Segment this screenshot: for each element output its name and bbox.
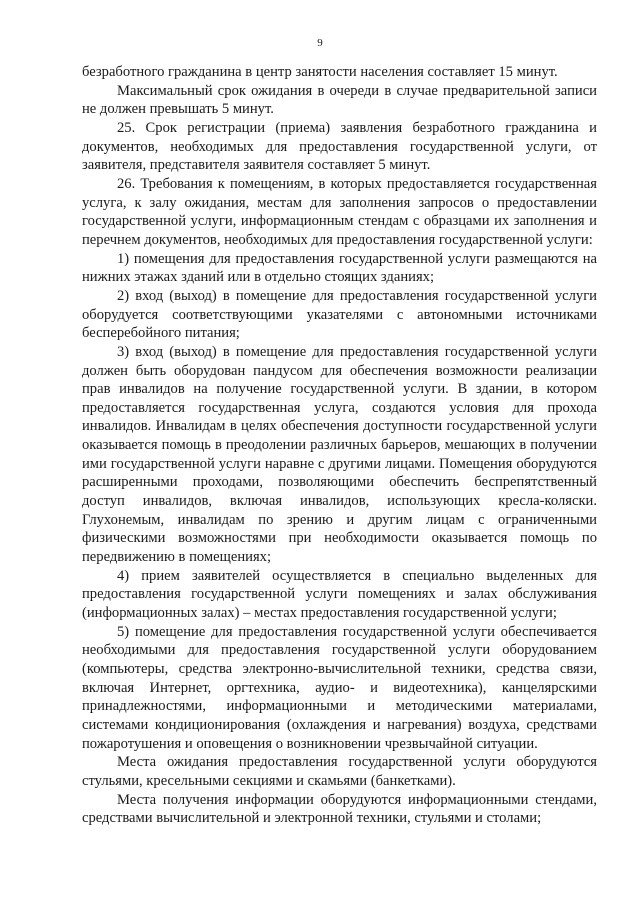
list-item-5: 5) помещение для предоставления государственной услуги обеспечивается необходимыми для предоставления государственной услуги оборудованием (компьютеры, средства электронно-вычислительной техники, средства связи, включая Интернет, оргтехника, аудио- и видеотехника), канцелярскими принадлежностями, информационными и методическими материалами, системами кондиционирования (охлаждения и нагревания) воздуха, средствами пожаротушения и оповещения о возникновении чрезвычайной ситуации. bbox=[82, 623, 597, 752]
document-body bbox=[82, 63, 597, 828]
list-item-4: 4) прием заявителей осуществляется в специально выделенных для предоставления государственной услуги помещениях и залах обслуживания (информационных залах) – местах предоставления государственной услуги; bbox=[82, 567, 597, 622]
list-item-2: 2) вход (выход) в помещение для предоставления государственной услуги оборудуется соответствующими указателями с автономными источниками бесперебойного питания; bbox=[82, 287, 597, 342]
list-item-3: 3) вход (выход) в помещение для предоставления государственной услуги должен быть оборудован пандусом для обеспечения возможности реализации прав инвалидов на получение государственной услуги. В здании, в котором предоставляется государственная услуга, создаются условия для прохода инвалидов. Инвалидам в целях обеспечения доступности государственной услуги оказывается помощь в преодолении различных барьеров, мешающих в получении ими государственной услуги наравне с другими лицами. Помещения оборудуются расширенными проходами, позволяющими обеспечить беспрепятственный доступ инвалидов, включая инвалидов, использующих кресла-коляски. Глухонемым, инвалидам по зрению и другим лицам с ограниченными физическими возможностями при необходимости оказывается помощь по передвижению в помещениях; bbox=[82, 343, 597, 566]
list-item-1: 1) помещения для предоставления государственной услуги размещаются на нижних этажах зданий или в отдельно стоящих зданиях; bbox=[82, 250, 597, 286]
paragraph-waiting-places: Места ожидания предоставления государственной услуги оборудуются стульями, кресельными секциями и скамьями (банкетками). bbox=[82, 754, 597, 789]
paragraph-clause-26: 26. Требования к помещениям, в которых предоставляется государственная услуга, к залу ожидания, местам для заполнения запросов о предоставлении государственной услуги, информационным стендам с образцами их заполнения и перечнем документов, необходимых для предоставления государственной услуги: bbox=[82, 175, 597, 248]
paragraph-continuation: безработного гражданина в центр занятости населения составляет 15 минут. bbox=[82, 64, 558, 80]
page-number: 9 bbox=[317, 37, 323, 49]
paragraph-clause-25: 25. Срок регистрации (приема) заявления безработного гражданина и документов, необходимых для предоставления государственной услуги, от заявителя, представителя заявителя составляет 5 минут. bbox=[82, 119, 597, 174]
paragraph-information-places: Места получения информации оборудуются информационными стендами, средствами вычислительной и электронной техники, стульями и столами; bbox=[82, 791, 597, 827]
paragraph-waiting-time: Максимальный срок ожидания в очереди в случае предварительной записи не должен превышать 5 минут. bbox=[82, 82, 597, 118]
